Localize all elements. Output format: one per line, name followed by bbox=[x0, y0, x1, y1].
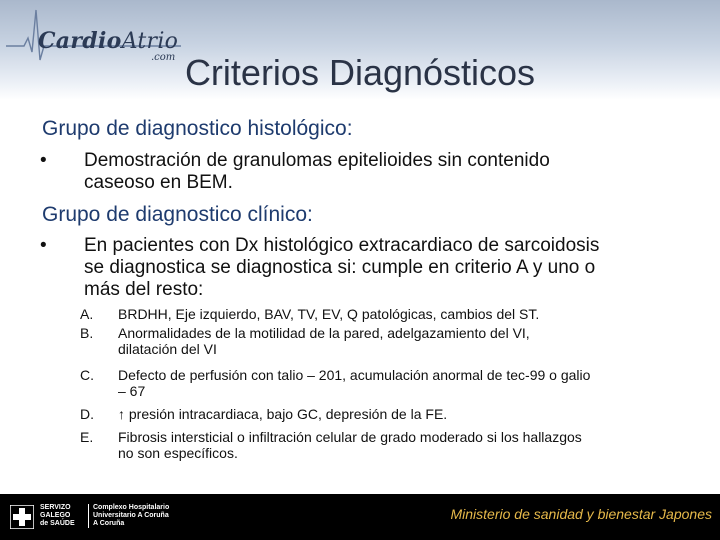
sergas-logo bbox=[10, 502, 180, 534]
sergas-text bbox=[40, 504, 80, 528]
logo-word-a: Cardio bbox=[38, 28, 122, 54]
logo-wordmark bbox=[38, 28, 178, 54]
hospital-line: Complexo Hospitalario bbox=[93, 504, 170, 511]
criteria-line: – 67 bbox=[118, 383, 146, 399]
hospital-line: Universitario A Coruña bbox=[93, 512, 169, 519]
hospital-line: A Coruña bbox=[93, 520, 125, 527]
footer-bar bbox=[0, 494, 720, 540]
criteria-line: dilatación del VI bbox=[118, 341, 217, 357]
criteria-text bbox=[118, 406, 683, 422]
criteria-letter: A. bbox=[80, 306, 94, 322]
sergas-line: SERVIZO bbox=[40, 504, 71, 511]
logo-word-b: Atrio bbox=[121, 29, 179, 54]
criteria-text bbox=[118, 429, 683, 461]
criteria-letter: C. bbox=[80, 367, 94, 383]
criteria-letter: B. bbox=[80, 325, 94, 341]
logo-domain: .com bbox=[151, 52, 176, 63]
hospital-text bbox=[88, 504, 193, 528]
criteria-line: ↑ presión intracardiaca, bajo GC, depresión de la FE. bbox=[118, 406, 448, 422]
bullet-line: caseoso en BEM. bbox=[84, 172, 233, 193]
criteria-line: Fibrosis intersticial o infiltración celular de grado moderado si los hallazgos bbox=[118, 429, 582, 445]
criteria-line: Anormalidades de la motilidad de la pared, adelgazamiento del VI, bbox=[118, 325, 530, 341]
criteria-text bbox=[118, 306, 683, 322]
bullet-text bbox=[84, 235, 684, 301]
criteria-line: BRDHH, Eje izquierdo, BAV, TV, EV, Q patológicas, cambios del ST. bbox=[118, 306, 540, 322]
ministry-text: Ministerio de sanidad y bienestar Japones bbox=[450, 506, 712, 522]
slide-title: Criterios Diagnósticos bbox=[184, 52, 536, 93]
bullet-text bbox=[84, 150, 684, 194]
criteria-line: no son específicos. bbox=[118, 445, 238, 461]
criteria-letter: D. bbox=[80, 406, 94, 422]
criteria-text bbox=[118, 367, 683, 399]
bullet-line: se diagnostica se diagnostica si: cumple en criterio A y uno o bbox=[84, 257, 596, 278]
heading-histologico: Grupo de diagnostico histológico: bbox=[42, 117, 353, 140]
bullet-line: En pacientes con Dx histológico extracardiaco de sarcoidosis bbox=[84, 235, 600, 256]
criteria-text bbox=[118, 325, 683, 357]
criteria-letter: E. bbox=[80, 429, 94, 445]
criteria-line: Defecto de perfusión con talio – 201, acumulación anormal de tec-99 o galio bbox=[118, 367, 591, 383]
bullet-icon: • bbox=[40, 150, 47, 171]
sergas-line: GALEGO bbox=[40, 512, 71, 519]
sergas-cross-icon bbox=[10, 505, 34, 529]
bullet-line: más del resto: bbox=[84, 279, 204, 300]
bullet-icon: • bbox=[40, 235, 47, 256]
sergas-line: de SAÚDE bbox=[40, 520, 75, 527]
bullet-line: Demostración de granulomas epitelioides sin contenido bbox=[84, 150, 550, 171]
heading-clinico: Grupo de diagnostico clínico: bbox=[42, 203, 313, 226]
